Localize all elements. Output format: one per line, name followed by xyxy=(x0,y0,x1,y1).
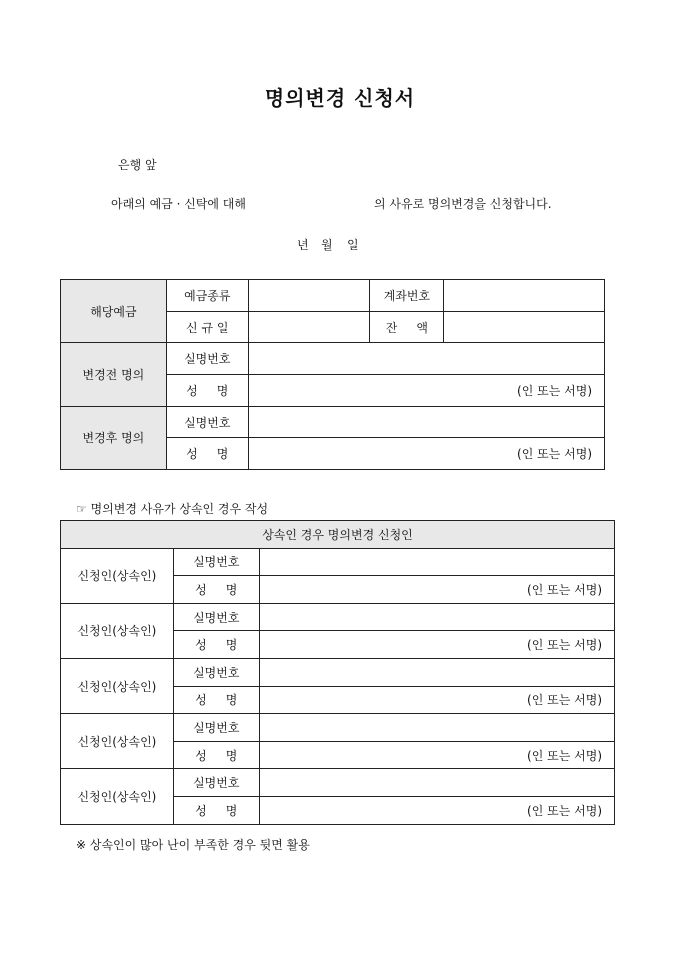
after-id-field[interactable] xyxy=(248,406,604,438)
date-month: 월 xyxy=(321,238,333,252)
section-label-account: 해당예금 xyxy=(61,280,167,343)
statement-part1: 아래의 예금 · 신탁에 대해 xyxy=(111,197,246,211)
footer-note: ※ 상속인이 많아 난이 부족한 경우 뒷면 활용 xyxy=(76,838,310,852)
heir-id-field[interactable] xyxy=(259,769,614,797)
statement-part2: 의 사유로 명의변경을 신청합니다. xyxy=(374,197,552,211)
heir-id-field[interactable] xyxy=(259,603,614,631)
account-table xyxy=(60,279,605,470)
heir-id-label: 실명번호 xyxy=(173,714,259,742)
after-id-label: 실명번호 xyxy=(166,406,248,438)
heir-name-label: 성 명 xyxy=(173,576,259,604)
heir-table xyxy=(60,520,615,825)
heir-id-label: 실명번호 xyxy=(173,603,259,631)
account-no-field[interactable] xyxy=(444,280,605,312)
heir-id-label: 실명번호 xyxy=(173,658,259,686)
balance-label: 잔 액 xyxy=(370,311,444,343)
heir-label: 신청인(상속인) xyxy=(61,769,174,824)
heir-id-field[interactable] xyxy=(259,548,614,576)
date-day: 일 xyxy=(347,238,359,252)
deposit-type-field[interactable] xyxy=(248,280,370,312)
before-sign-text[interactable]: (인 또는 서명) xyxy=(248,375,604,407)
before-name-label: 성 명 xyxy=(166,375,248,407)
deposit-type-label: 예금종류 xyxy=(166,280,248,312)
heir-sign-text[interactable]: (인 또는 서명) xyxy=(259,686,614,714)
heir-id-label: 실명번호 xyxy=(173,769,259,797)
section-label-after: 변경후 명의 xyxy=(61,406,167,469)
heir-sign-text[interactable]: (인 또는 서명) xyxy=(259,796,614,824)
heir-id-field[interactable] xyxy=(259,658,614,686)
heir-note: ☞ 명의변경 사유가 상속인 경우 작성 xyxy=(76,502,269,516)
heir-label: 신청인(상속인) xyxy=(61,658,174,713)
heir-label: 신청인(상속인) xyxy=(61,603,174,658)
heir-id-field[interactable] xyxy=(259,714,614,742)
document-title: 명의변경 신청서 xyxy=(264,86,416,110)
after-name-label: 성 명 xyxy=(166,438,248,470)
bank-line: 은행 앞 xyxy=(118,158,157,172)
heir-sign-text[interactable]: (인 또는 서명) xyxy=(259,741,614,769)
heir-name-label: 성 명 xyxy=(173,631,259,659)
new-date-field[interactable] xyxy=(248,311,370,343)
heir-name-label: 성 명 xyxy=(173,686,259,714)
before-id-label: 실명번호 xyxy=(166,343,248,375)
heir-table-header: 상속인 경우 명의변경 신청인 xyxy=(61,521,615,549)
heir-name-label: 성 명 xyxy=(173,796,259,824)
date-year: 년 xyxy=(297,238,309,252)
new-date-label: 신 규 일 xyxy=(166,311,248,343)
account-no-label: 계좌번호 xyxy=(370,280,444,312)
after-sign-text[interactable]: (인 또는 서명) xyxy=(248,438,604,470)
heir-name-label: 성 명 xyxy=(173,741,259,769)
heir-id-label: 실명번호 xyxy=(173,548,259,576)
heir-label: 신청인(상속인) xyxy=(61,714,174,769)
heir-sign-text[interactable]: (인 또는 서명) xyxy=(259,631,614,659)
section-label-before: 변경전 명의 xyxy=(61,343,167,406)
balance-field[interactable] xyxy=(444,311,605,343)
heir-label: 신청인(상속인) xyxy=(61,548,174,603)
heir-sign-text[interactable]: (인 또는 서명) xyxy=(259,576,614,604)
before-id-field[interactable] xyxy=(248,343,604,375)
